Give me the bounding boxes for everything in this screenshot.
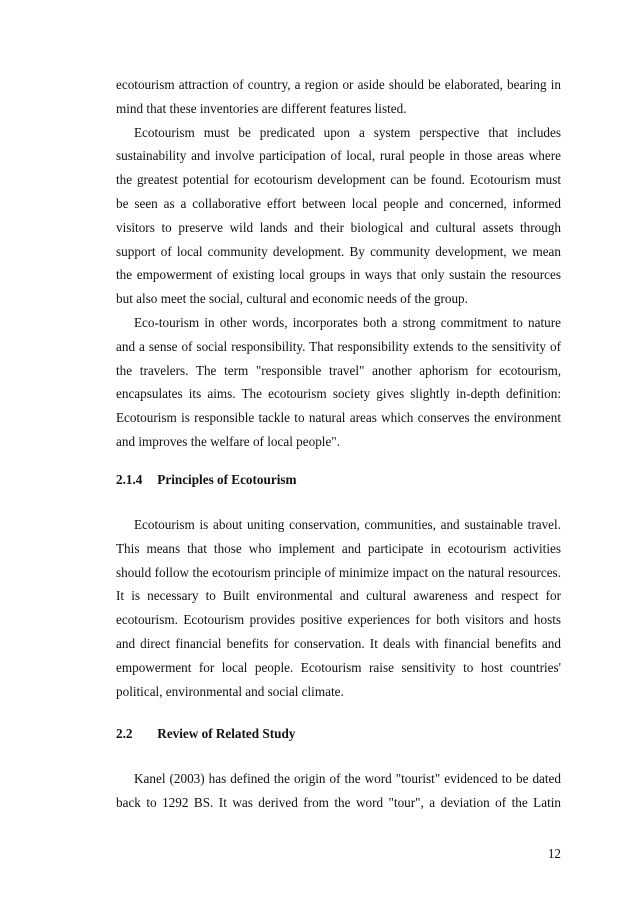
paragraph-kanel: Kanel (2003) has defined the origin of the word "tourist" evidenced to be dated back to 1292 BS. It was derived from the word "tour", a deviation of the Latin xyxy=(116,771,561,810)
page-number: 12 xyxy=(547,846,561,861)
paragraph-principles: Ecotourism is about uniting conservation, communities, and sustainable travel. This means that those who implement and participate in ecotourism activities should follow the ecotourism principle of minimize impact on the natural resources. It is necessary to Built environmental and cultural awareness and respect for ecotourism. Ecotourism provides positive experiences for both visitors and hosts and direct financial benefits for conservation. It deals with financial benefits and empowerment for local people. Ecotourism raise sensitivity to host countries' political, environmental and social climate. xyxy=(116,517,561,699)
section-number: 2.2 xyxy=(116,726,133,741)
section-number: 2.1.4 xyxy=(116,472,143,487)
principles-text-block xyxy=(116,513,561,703)
review-text-block xyxy=(116,767,561,815)
intro-text-block xyxy=(116,73,561,454)
section-title: Principles of Ecotourism xyxy=(157,472,297,487)
section-heading-2-2 xyxy=(116,726,295,742)
paragraph-inventories: ecotourism attraction of country, a region or aside should be elaborated, bearing in mind that these inventories are different features listed. xyxy=(116,77,561,116)
paragraph-social-responsibility: Eco-tourism in other words, incorporates both a strong commitment to nature and a sense of social responsibility. That responsibility extends to the sensitivity of the travelers. The term "responsible travel" another aphorism for ecotourism, encapsulates its aims. The ecotourism society gives slightly in-depth definition: Ecotourism is responsible tackle to natural areas which conserves the environment and improves the welfare of local people". xyxy=(116,314,561,449)
paragraph-system-perspective: Ecotourism must be predicated upon a system perspective that includes sustainability and involve participation of local, rural people in those areas where the greatest potential for ecotourism development can be found. Ecotourism must be seen as a collaborative effort between local people and concerned, informed visitors to preserve wild lands and their biological and cultural assets through support of local community development. By community development, we mean the empowerment of existing local groups in ways that only sustain the resources but also meet the social, cultural and economic needs of the group. xyxy=(116,124,561,307)
section-title: Review of Related Study xyxy=(157,726,296,741)
section-heading-2-1-4 xyxy=(116,472,296,488)
